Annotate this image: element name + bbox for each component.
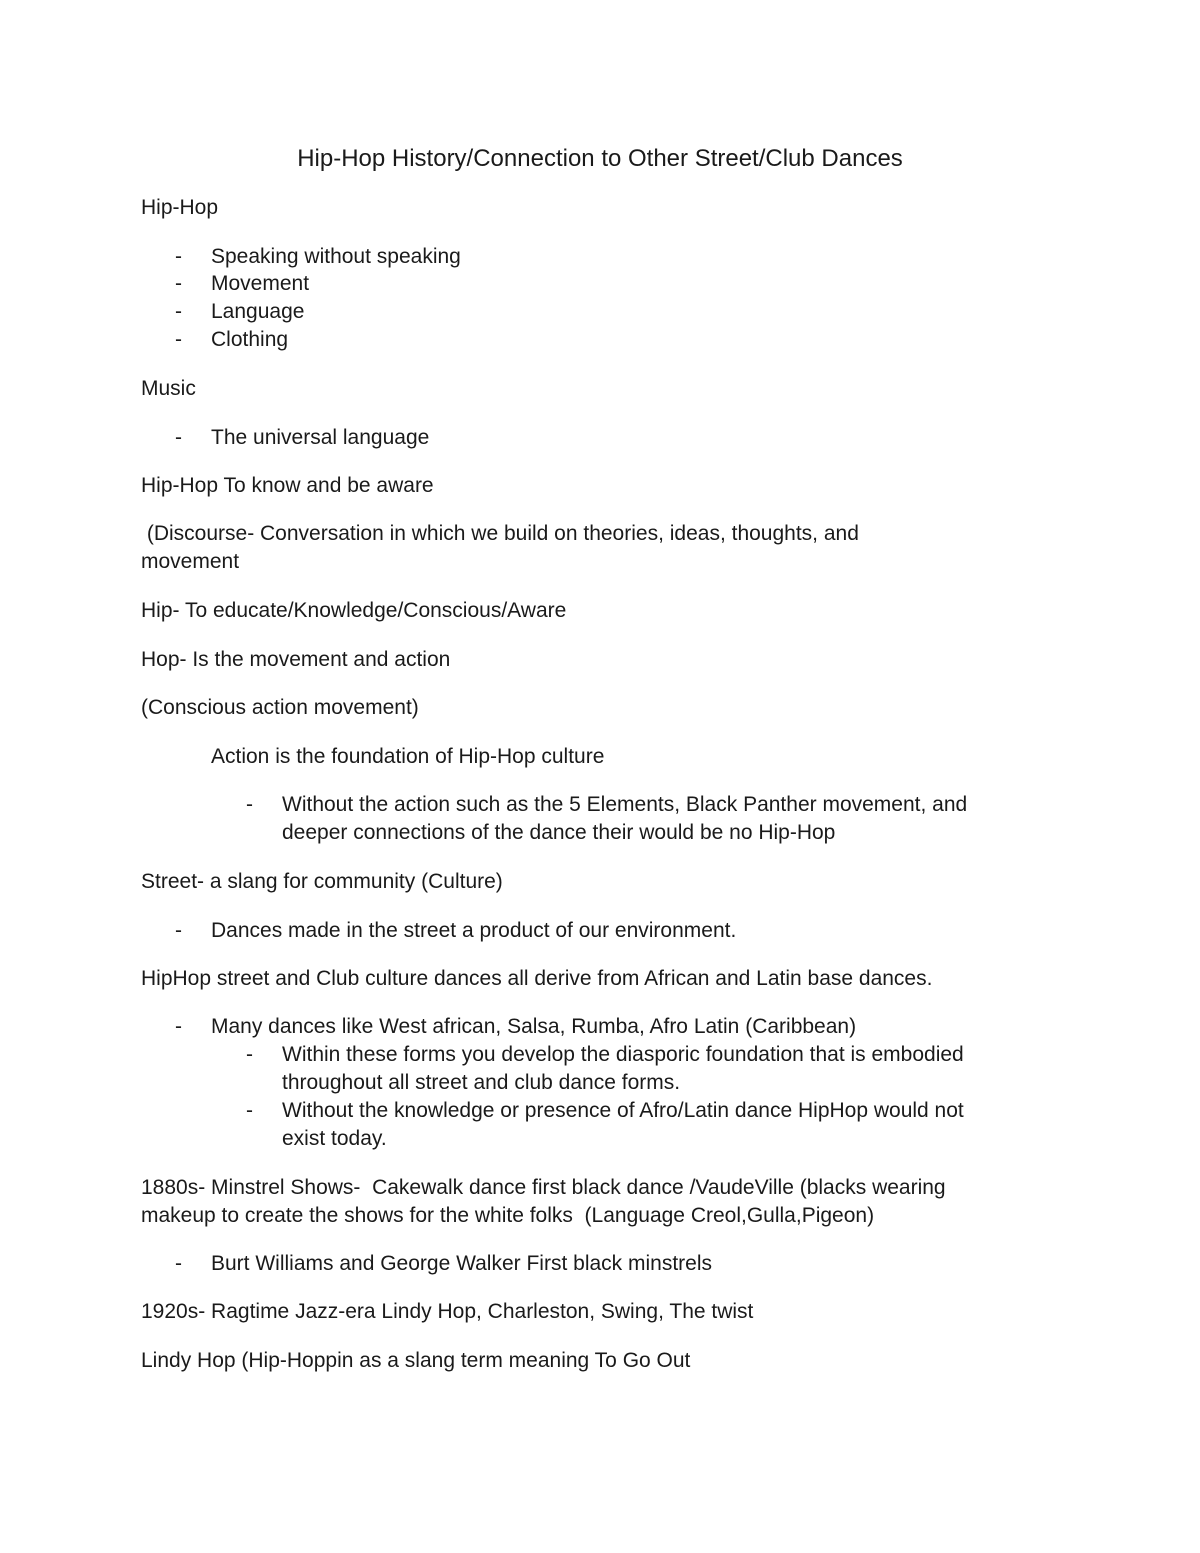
bullet-dash: -	[175, 328, 182, 351]
heading-music: Music	[141, 377, 196, 400]
bullet-dash: -	[175, 272, 182, 295]
sub-list-item-line1: Within these forms you develop the diasporic foundation that is embodied	[282, 1043, 964, 1066]
document-title: Hip-Hop History/Connection to Other Street/Club Dances	[297, 145, 903, 172]
list-item-line1: Without the action such as the 5 Elements, Black Panther movement, and	[282, 793, 968, 816]
list-item: Language	[211, 300, 305, 323]
bullet-dash: -	[246, 793, 253, 816]
bullet-dash: -	[246, 1043, 253, 1066]
paragraph-know: Hip-Hop To know and be aware	[141, 474, 434, 497]
paragraph-1920s: 1920s- Ragtime Jazz-era Lindy Hop, Charleston, Swing, The twist	[141, 1300, 754, 1323]
bullet-dash: -	[175, 1252, 182, 1275]
paragraph-derive: HipHop street and Club culture dances all derive from African and Latin base dances.	[141, 967, 933, 990]
list-item: The universal language	[211, 426, 430, 449]
bullet-dash: -	[175, 426, 182, 449]
heading-hiphop: Hip-Hop	[141, 196, 219, 219]
paragraph-conscious: (Conscious action movement)	[141, 696, 419, 719]
list-item-line2: deeper connections of the dance their would be no Hip-Hop	[282, 821, 836, 844]
list-item: Movement	[211, 272, 310, 295]
list-item: Burt Williams and George Walker First black minstrels	[211, 1252, 713, 1275]
paragraph-1880s-line2: makeup to create the shows for the white folks (Language Creol,Gulla,Pigeon)	[141, 1204, 875, 1227]
list-item: Dances made in the street a product of our environment.	[211, 919, 737, 942]
bullet-dash: -	[246, 1099, 253, 1122]
paragraph-action: Action is the foundation of Hip-Hop culture	[211, 745, 605, 768]
bullet-dash: -	[175, 1015, 182, 1038]
sub-list-item-line1: Without the knowledge or presence of Afro/Latin dance HipHop would not	[282, 1099, 964, 1122]
paragraph-lindy-hop: Lindy Hop (Hip-Hoppin as a slang term meaning To Go Out	[141, 1349, 691, 1372]
paragraph-hop: Hop- Is the movement and action	[141, 648, 451, 671]
paragraph-discourse-line1: (Discourse- Conversation in which we build on theories, ideas, thoughts, and	[141, 522, 859, 545]
list-item: Clothing	[211, 328, 289, 351]
paragraph-1880s-line1: 1880s- Minstrel Shows- Cakewalk dance first black dance /VaudeVille (blacks wearing	[141, 1176, 946, 1199]
list-item: Speaking without speaking	[211, 245, 461, 268]
bullet-dash: -	[175, 919, 182, 942]
paragraph-hip: Hip- To educate/Knowledge/Conscious/Aware	[141, 599, 567, 622]
bullet-dash: -	[175, 245, 182, 268]
sub-list-item-line2: throughout all street and club dance forms.	[282, 1071, 681, 1094]
paragraph-street: Street- a slang for community (Culture)	[141, 870, 503, 893]
list-item: Many dances like West african, Salsa, Rumba, Afro Latin (Caribbean)	[211, 1015, 857, 1038]
bullet-dash: -	[175, 300, 182, 323]
paragraph-discourse-line2: movement	[141, 550, 240, 573]
sub-list-item-line2: exist today.	[282, 1127, 387, 1150]
